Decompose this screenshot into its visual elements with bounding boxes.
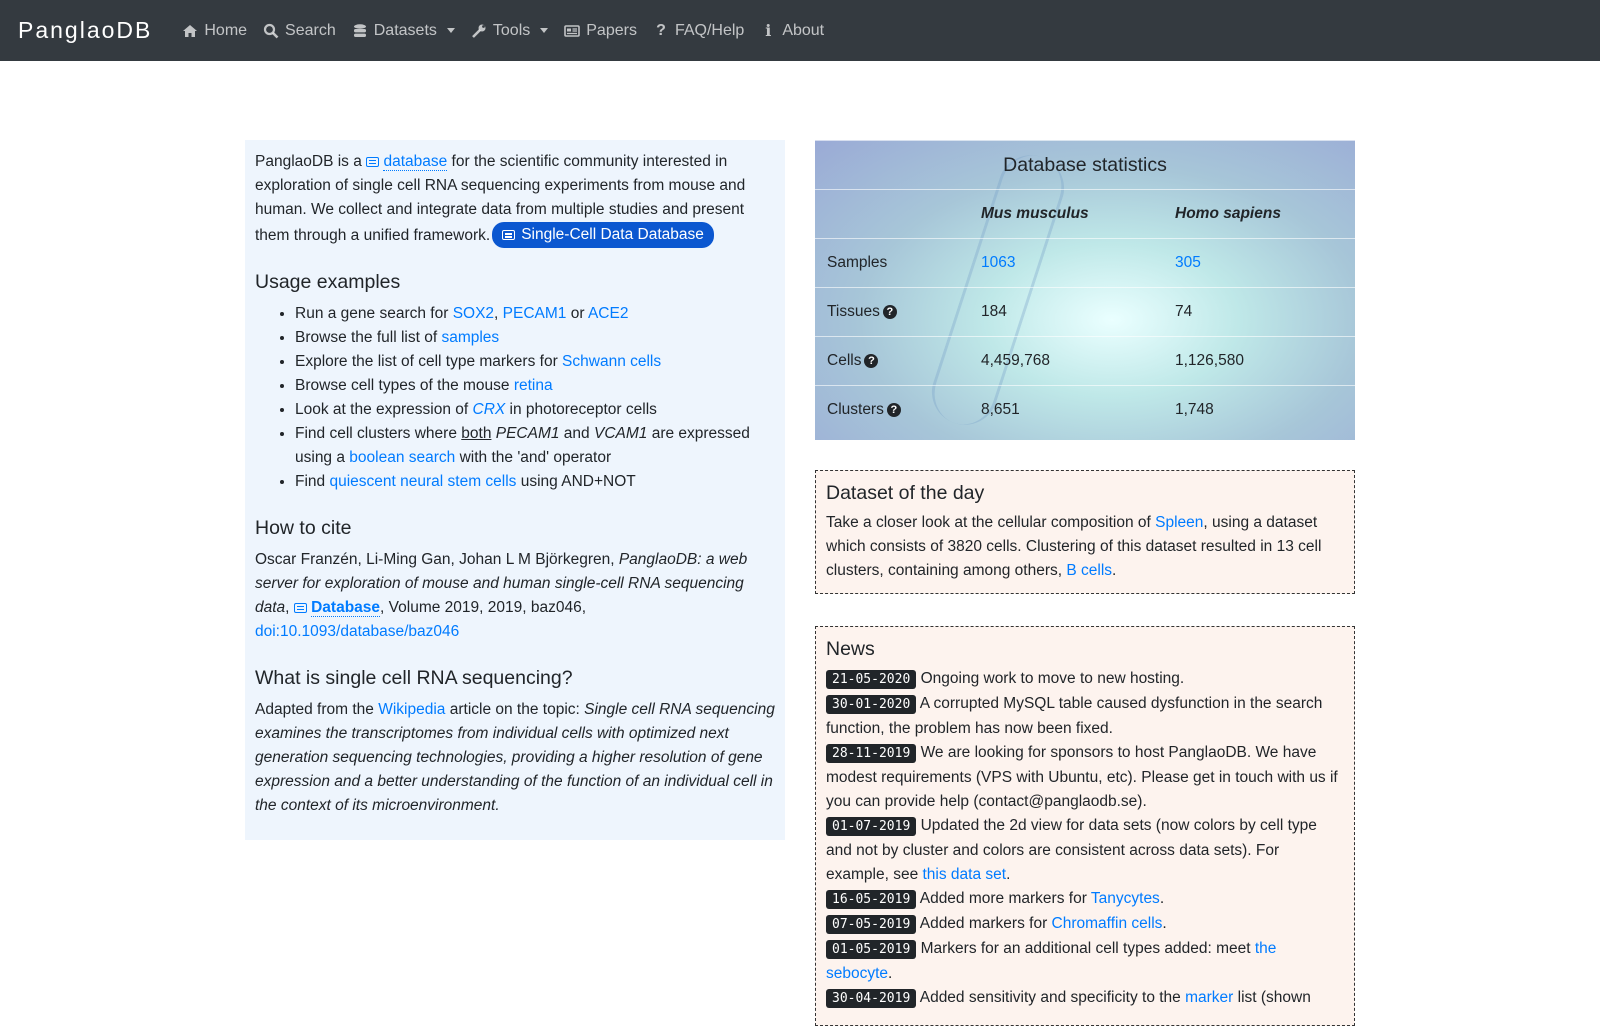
nav-faq-label: FAQ/Help — [674, 21, 745, 39]
news-item: 21-05-2020 Ongoing work to move to new hosting. — [826, 667, 1344, 692]
table-row: Tissues ? 184 74 — [815, 288, 1355, 337]
nav-home[interactable] — [182, 22, 247, 40]
data-set-link[interactable]: this data set — [922, 866, 1007, 883]
nav-datasets[interactable] — [352, 22, 455, 40]
list-item: • Explore the list of cell type markers for Schwann cells — [295, 350, 775, 374]
journal-link[interactable]: Database — [311, 599, 381, 616]
mouse-samples-link[interactable]: 1063 — [981, 254, 1016, 271]
news-date: 01-05-2019 — [826, 940, 916, 959]
dataset-of-the-day — [815, 470, 1355, 594]
search-icon — [263, 23, 279, 39]
list-item: • Browse the full list of samples — [295, 326, 775, 350]
nav-faq[interactable] — [653, 22, 744, 40]
news-date: 30-01-2020 — [826, 695, 916, 714]
marker-link[interactable]: marker — [1185, 989, 1234, 1006]
table-row: Samples 1063 305 — [815, 239, 1355, 288]
nav-tools-label: Tools — [492, 21, 531, 39]
nav-search[interactable] — [263, 22, 336, 40]
boolean-search-link[interactable]: boolean search — [349, 449, 456, 466]
nav-home-label: Home — [204, 21, 248, 39]
dotd-title: Dataset of the day — [826, 482, 985, 504]
brand-text: PanglaoDB — [18, 17, 153, 43]
table-row: Cells ? 4,459,768 1,126,580 — [815, 337, 1355, 386]
home-icon — [182, 23, 198, 39]
chevron-down-icon — [447, 28, 455, 33]
what-text: Adapted from the Wikipedia article on the topic: Single cell RNA sequencing examines the transcriptomes from individual cells with optimized next generation sequencing technologies, providing a higher resolution of gene expression and a better understanding of the function of an individual cell in the context of its microenvironment. — [255, 701, 775, 814]
news-item: 01-07-2019 Updated the 2d view for data sets (now colors by cell type and not by cluster and colors are consistent across data sets). For example, see this data set. — [826, 817, 1317, 883]
table-row: Clusters ? 8,651 1,748 — [815, 386, 1355, 435]
single-cell-badge[interactable]: Single-Cell Data Database — [492, 222, 714, 248]
gene-link-pecam1[interactable]: PECAM1 — [502, 305, 567, 322]
spleen-link[interactable]: Spleen — [1155, 514, 1204, 531]
wrench-icon — [471, 23, 487, 39]
sebocyte-link[interactable]: the sebocyte — [826, 940, 1277, 982]
database-icon — [366, 157, 379, 167]
brand-logo[interactable] — [18, 17, 152, 44]
help-icon[interactable]: ? — [887, 403, 901, 417]
stats-title: Database statistics — [815, 141, 1355, 190]
help-icon[interactable]: ? — [883, 305, 897, 319]
intro-panel — [245, 140, 785, 840]
chromaffin-cells-link[interactable]: Chromaffin cells — [1051, 915, 1163, 932]
news-date: 30-04-2019 — [826, 989, 916, 1008]
database-link[interactable]: database — [383, 153, 448, 170]
news-item: 01-05-2019 Markers for an additional cell types added: meet the sebocyte. — [826, 940, 1277, 982]
nav-about[interactable] — [760, 22, 824, 40]
database-icon — [352, 23, 368, 39]
citation: Oscar Franzén, Li-Ming Gan, Johan L M Björkegren, PanglaoDB: a web server for exploration of mouse and human single-cell RNA sequencing data, Database, Volume 2019, 2019, baz046, doi:10.1093/database/baz046 — [255, 551, 748, 640]
news-date: 16-05-2019 — [826, 890, 916, 909]
doi-link[interactable]: doi:10.1093/database/baz046 — [255, 623, 460, 640]
info-icon: i — [765, 20, 772, 40]
quiescent-nsc-link[interactable]: quiescent neural stem cells — [329, 473, 517, 490]
human-samples-link[interactable]: 305 — [1175, 254, 1201, 271]
gene-link-ace2[interactable]: ACE2 — [587, 305, 629, 322]
retina-link[interactable]: retina — [513, 377, 553, 394]
news-date: 28-11-2019 — [826, 744, 916, 763]
news-title: News — [826, 638, 875, 660]
nav-papers[interactable] — [564, 22, 637, 40]
question-icon: ? — [656, 21, 666, 39]
species-human-header: Homo sapiens — [1163, 190, 1355, 239]
news-item: 28-11-2019 We are looking for sponsors to host PanglaoDB. We have modest requirements (VPS with Ubuntu, etc). Please get in touch with us if you can provide help (contact@panglaodb.se). — [826, 744, 1338, 810]
species-mouse-header: Mus musculus — [969, 190, 1163, 239]
database-icon — [294, 603, 307, 613]
database-statistics — [815, 140, 1355, 440]
list-item: • Run a gene search for SOX2, PECAM1 or ACE2 — [295, 302, 775, 326]
chevron-down-icon — [540, 28, 548, 33]
navbar — [0, 0, 1600, 61]
news-item: 30-01-2020 A corrupted MySQL table caused dysfunction in the search function, the problem has now been fixed. — [826, 695, 1323, 737]
news-item: 30-04-2019 Added sensitivity and specificity to the marker list (shown — [826, 986, 1344, 1011]
list-item: • Find quiescent neural stem cells using AND+NOT — [295, 470, 775, 494]
cite-title: How to cite — [255, 517, 352, 539]
crx-link[interactable]: CRX — [472, 401, 506, 418]
schwann-cells-link[interactable]: Schwann cells — [562, 353, 662, 370]
gene-link-sox2[interactable]: SOX2 — [452, 305, 495, 322]
news-panel — [815, 626, 1355, 1026]
news-item: 16-05-2019 Added more markers for Tanycytes. — [826, 887, 1344, 912]
list-item: • Find cell clusters where both PECAM1 and VCAM1 are expressed using a boolean search with the 'and' operator — [295, 422, 775, 470]
list-item: • Browse cell types of the mouse retina — [295, 374, 775, 398]
list-item: • Look at the expression of CRX in photoreceptor cells — [295, 398, 775, 422]
dotd-text: Take a closer look at the cellular composition of Spleen, using a dataset which consists of 3820 cells. Clustering of this dataset resulted in 13 cell clusters, containing among others, B cells. — [826, 514, 1322, 579]
nav-search-label: Search — [285, 21, 336, 39]
usage-title: Usage examples — [255, 271, 401, 293]
b-cells-link[interactable]: B cells — [1066, 562, 1113, 579]
news-item: 07-05-2019 Added markers for Chromaffin cells. — [826, 912, 1344, 937]
nav-tools[interactable] — [471, 22, 548, 40]
newspaper-icon — [564, 23, 580, 39]
samples-link[interactable]: samples — [441, 329, 500, 346]
what-title: What is single cell RNA sequencing? — [255, 667, 573, 689]
nav-papers-label: Papers — [586, 21, 637, 39]
wikipedia-link[interactable]: Wikipedia — [378, 701, 446, 718]
news-date: 21-05-2020 — [826, 670, 916, 689]
nav-about-label: About — [782, 21, 825, 39]
nav-datasets-label: Datasets — [373, 21, 437, 39]
help-icon[interactable]: ? — [864, 354, 878, 368]
news-date: 07-05-2019 — [826, 915, 916, 934]
stats-table — [815, 140, 1355, 434]
tanycytes-link[interactable]: Tanycytes — [1090, 890, 1160, 907]
news-date: 01-07-2019 — [826, 817, 916, 836]
database-icon — [502, 230, 515, 240]
intro-text: PanglaoDB is a database for the scientific community interested in exploration of single cell RNA sequencing experiments from mouse and human. We collect and integrate data from multiple studies and present them through a unified framework. Single-Cell Data Database — [255, 150, 775, 248]
usage-list — [255, 302, 775, 494]
